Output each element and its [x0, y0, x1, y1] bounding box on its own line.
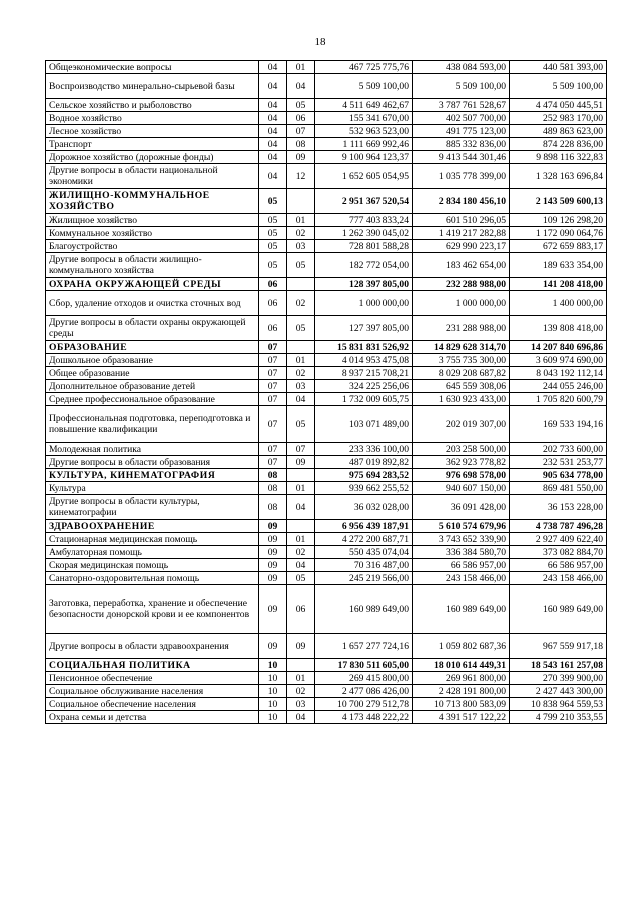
- amount-year-3: 243 158 466,00: [510, 572, 607, 585]
- subsection-code: 04: [287, 495, 315, 520]
- table-row: [46, 291, 607, 316]
- subsection-code: 01: [287, 214, 315, 227]
- amount-year-3: 14 207 840 696,86: [510, 341, 607, 354]
- amount-year-3: 2 427 443 300,00: [510, 685, 607, 698]
- subsection-code: 05: [287, 99, 315, 112]
- amount-year-3: 202 733 600,00: [510, 443, 607, 456]
- section-code: 07: [259, 406, 287, 443]
- amount-year-2: 645 559 308,06: [413, 380, 510, 393]
- section-code: 10: [259, 659, 287, 672]
- table-row: [46, 214, 607, 227]
- amount-year-1: 1 262 390 045,02: [315, 227, 413, 240]
- amount-year-2: 9 413 544 301,46: [413, 151, 510, 164]
- row-name: ЗДРАВООХРАНЕНИЕ: [46, 520, 259, 533]
- section-code: 04: [259, 125, 287, 138]
- section-code: 04: [259, 61, 287, 74]
- table-row: [46, 572, 607, 585]
- section-code: 05: [259, 189, 287, 214]
- amount-year-3: 169 533 194,16: [510, 406, 607, 443]
- row-name: Лесное хозяйство: [46, 125, 259, 138]
- section-row: [46, 520, 607, 533]
- amount-year-2: 243 158 466,00: [413, 572, 510, 585]
- row-name: Коммунальное хозяйство: [46, 227, 259, 240]
- amount-year-2: 36 091 428,00: [413, 495, 510, 520]
- amount-year-1: 70 316 487,00: [315, 559, 413, 572]
- amount-year-2: 885 332 836,00: [413, 138, 510, 151]
- section-code: 04: [259, 164, 287, 189]
- amount-year-2: 3 787 761 528,67: [413, 99, 510, 112]
- section-row: [46, 189, 607, 214]
- row-name: Заготовка, переработка, хранение и обеспечение безопасности донорской крови и ее компонентов: [46, 585, 259, 634]
- section-code: 07: [259, 367, 287, 380]
- amount-year-2: 5 509 100,00: [413, 74, 510, 99]
- row-name: Общее образование: [46, 367, 259, 380]
- amount-year-1: 4 272 200 687,71: [315, 533, 413, 546]
- amount-year-2: 1 630 923 433,00: [413, 393, 510, 406]
- amount-year-2: 629 990 223,17: [413, 240, 510, 253]
- section-code: 09: [259, 520, 287, 533]
- row-name: Охрана семьи и детства: [46, 711, 259, 724]
- amount-year-3: 1 400 000,00: [510, 291, 607, 316]
- subsection-code: 03: [287, 380, 315, 393]
- table-row: [46, 125, 607, 138]
- amount-year-3: 1 705 820 600,79: [510, 393, 607, 406]
- amount-year-3: 109 126 298,20: [510, 214, 607, 227]
- section-row: [46, 278, 607, 291]
- amount-year-1: 777 403 833,24: [315, 214, 413, 227]
- section-code: 04: [259, 74, 287, 99]
- subsection-code: 07: [287, 443, 315, 456]
- section-code: 05: [259, 214, 287, 227]
- amount-year-2: 402 507 700,00: [413, 112, 510, 125]
- section-code: 04: [259, 151, 287, 164]
- amount-year-2: 2 428 191 800,00: [413, 685, 510, 698]
- amount-year-3: 5 509 100,00: [510, 74, 607, 99]
- amount-year-1: 1 652 605 054,95: [315, 164, 413, 189]
- amount-year-2: 976 698 578,00: [413, 469, 510, 482]
- subsection-code: 01: [287, 533, 315, 546]
- amount-year-1: 467 725 775,76: [315, 61, 413, 74]
- section-code: 07: [259, 393, 287, 406]
- amount-year-1: 4 173 448 222,22: [315, 711, 413, 724]
- section-code: 10: [259, 685, 287, 698]
- amount-year-2: 14 829 628 314,70: [413, 341, 510, 354]
- amount-year-1: 233 336 100,00: [315, 443, 413, 456]
- table-row: [46, 456, 607, 469]
- amount-year-2: 202 019 307,00: [413, 406, 510, 443]
- amount-year-1: 975 694 283,52: [315, 469, 413, 482]
- amount-year-1: 1 000 000,00: [315, 291, 413, 316]
- amount-year-3: 8 043 192 112,14: [510, 367, 607, 380]
- section-row: [46, 659, 607, 672]
- row-name: Дошкольное образование: [46, 354, 259, 367]
- section-code: 09: [259, 572, 287, 585]
- amount-year-3: 139 808 418,00: [510, 316, 607, 341]
- amount-year-2: 66 586 957,00: [413, 559, 510, 572]
- amount-year-2: 336 384 580,70: [413, 546, 510, 559]
- budget-table-body: [46, 61, 607, 724]
- amount-year-3: 3 609 974 690,00: [510, 354, 607, 367]
- section-code: 04: [259, 112, 287, 125]
- section-code: 10: [259, 698, 287, 711]
- table-row: [46, 151, 607, 164]
- row-name: Жилищное хозяйство: [46, 214, 259, 227]
- page-number: 18: [314, 36, 326, 48]
- amount-year-3: 2 927 409 622,40: [510, 533, 607, 546]
- amount-year-1: 103 071 489,00: [315, 406, 413, 443]
- amount-year-2: 4 391 517 122,22: [413, 711, 510, 724]
- row-name: Другие вопросы в области культуры, кинематографии: [46, 495, 259, 520]
- subsection-code: 05: [287, 572, 315, 585]
- section-code: 04: [259, 138, 287, 151]
- subsection-code: 05: [287, 253, 315, 278]
- row-name: КУЛЬТУРА, КИНЕМАТОГРАФИЯ: [46, 469, 259, 482]
- row-name: Среднее профессиональное образование: [46, 393, 259, 406]
- amount-year-2: 491 775 123,00: [413, 125, 510, 138]
- amount-year-2: 2 834 180 456,10: [413, 189, 510, 214]
- row-name: Другие вопросы в области национальной экономики: [46, 164, 259, 189]
- subsection-code: 09: [287, 456, 315, 469]
- amount-year-2: 3 743 652 339,90: [413, 533, 510, 546]
- amount-year-3: 244 055 246,00: [510, 380, 607, 393]
- amount-year-3: 232 531 253,77: [510, 456, 607, 469]
- amount-year-1: 160 989 649,00: [315, 585, 413, 634]
- amount-year-3: 4 799 210 353,55: [510, 711, 607, 724]
- amount-year-1: 1 732 009 605,75: [315, 393, 413, 406]
- subsection-code: 02: [287, 227, 315, 240]
- row-name: ОБРАЗОВАНИЕ: [46, 341, 259, 354]
- amount-year-3: 66 586 957,00: [510, 559, 607, 572]
- table-row: [46, 380, 607, 393]
- amount-year-1: 128 397 805,00: [315, 278, 413, 291]
- row-name: Дорожное хозяйство (дорожные фонды): [46, 151, 259, 164]
- amount-year-1: 245 219 566,00: [315, 572, 413, 585]
- section-row: [46, 469, 607, 482]
- amount-year-3: 2 143 509 600,13: [510, 189, 607, 214]
- table-row: [46, 685, 607, 698]
- table-row: [46, 112, 607, 125]
- table-row: [46, 546, 607, 559]
- amount-year-3: 10 838 964 559,53: [510, 698, 607, 711]
- subsection-code: 04: [287, 711, 315, 724]
- table-row: [46, 99, 607, 112]
- amount-year-1: 182 772 054,00: [315, 253, 413, 278]
- row-name: Социальное обслуживание населения: [46, 685, 259, 698]
- amount-year-3: 967 559 917,18: [510, 634, 607, 659]
- section-code: 07: [259, 341, 287, 354]
- section-code: 09: [259, 559, 287, 572]
- table-row: [46, 406, 607, 443]
- amount-year-1: 2 951 367 520,54: [315, 189, 413, 214]
- table-row: [46, 559, 607, 572]
- amount-year-1: 487 019 892,82: [315, 456, 413, 469]
- amount-year-1: 728 801 588,28: [315, 240, 413, 253]
- table-row: [46, 672, 607, 685]
- amount-year-1: 269 415 800,00: [315, 672, 413, 685]
- subsection-code: [287, 341, 315, 354]
- amount-year-2: 3 755 735 300,00: [413, 354, 510, 367]
- row-name: Сбор, удаление отходов и очистка сточных вод: [46, 291, 259, 316]
- section-code: 08: [259, 495, 287, 520]
- amount-year-2: 1 419 217 282,88: [413, 227, 510, 240]
- row-name: Воспроизводство минерально-сырьевой базы: [46, 74, 259, 99]
- table-row: [46, 240, 607, 253]
- amount-year-2: 1 059 802 687,36: [413, 634, 510, 659]
- subsection-code: 02: [287, 367, 315, 380]
- subsection-code: 05: [287, 406, 315, 443]
- row-name: ОХРАНА ОКРУЖАЮЩЕЙ СРЕДЫ: [46, 278, 259, 291]
- amount-year-3: 252 983 170,00: [510, 112, 607, 125]
- section-code: 06: [259, 278, 287, 291]
- amount-year-1: 17 830 511 605,00: [315, 659, 413, 672]
- amount-year-1: 532 963 523,00: [315, 125, 413, 138]
- amount-year-1: 6 956 439 187,91: [315, 520, 413, 533]
- row-name: Другие вопросы в области здравоохранения: [46, 634, 259, 659]
- section-code: 05: [259, 240, 287, 253]
- amount-year-2: 203 258 500,00: [413, 443, 510, 456]
- amount-year-3: 1 328 163 696,84: [510, 164, 607, 189]
- section-code: 07: [259, 443, 287, 456]
- row-name: Амбулаторная помощь: [46, 546, 259, 559]
- amount-year-2: 1 035 778 399,00: [413, 164, 510, 189]
- row-name: Профессиональная подготовка, переподготовка и повышение квалификации: [46, 406, 259, 443]
- subsection-code: 02: [287, 291, 315, 316]
- subsection-code: 08: [287, 138, 315, 151]
- section-code: 07: [259, 456, 287, 469]
- subsection-code: 03: [287, 240, 315, 253]
- row-name: Другие вопросы в области охраны окружающей среды: [46, 316, 259, 341]
- amount-year-3: 440 581 393,00: [510, 61, 607, 74]
- table-row: [46, 533, 607, 546]
- row-name: Культура: [46, 482, 259, 495]
- subsection-code: [287, 189, 315, 214]
- row-name: СОЦИАЛЬНАЯ ПОЛИТИКА: [46, 659, 259, 672]
- subsection-code: 06: [287, 112, 315, 125]
- amount-year-3: 1 172 090 064,76: [510, 227, 607, 240]
- amount-year-2: 10 713 800 583,09: [413, 698, 510, 711]
- amount-year-1: 324 225 256,06: [315, 380, 413, 393]
- amount-year-3: 36 153 228,00: [510, 495, 607, 520]
- amount-year-2: 160 989 649,00: [413, 585, 510, 634]
- amount-year-1: 127 397 805,00: [315, 316, 413, 341]
- section-row: [46, 341, 607, 354]
- budget-table: [45, 60, 607, 724]
- table-row: [46, 698, 607, 711]
- row-name: Сельское хозяйство и рыболовство: [46, 99, 259, 112]
- table-row: [46, 227, 607, 240]
- subsection-code: 04: [287, 393, 315, 406]
- section-code: 09: [259, 546, 287, 559]
- section-code: 10: [259, 711, 287, 724]
- table-row: [46, 585, 607, 634]
- amount-year-3: 373 082 884,70: [510, 546, 607, 559]
- amount-year-3: 869 481 550,00: [510, 482, 607, 495]
- row-name: Другие вопросы в области образования: [46, 456, 259, 469]
- amount-year-2: 183 462 654,00: [413, 253, 510, 278]
- amount-year-1: 1 111 669 992,46: [315, 138, 413, 151]
- amount-year-3: 874 228 836,00: [510, 138, 607, 151]
- section-code: 05: [259, 253, 287, 278]
- amount-year-3: 4 738 787 496,28: [510, 520, 607, 533]
- amount-year-3: 489 863 623,00: [510, 125, 607, 138]
- amount-year-2: 1 000 000,00: [413, 291, 510, 316]
- table-row: [46, 164, 607, 189]
- subsection-code: 09: [287, 151, 315, 164]
- subsection-code: 12: [287, 164, 315, 189]
- section-code: 09: [259, 585, 287, 634]
- amount-year-2: 438 084 593,00: [413, 61, 510, 74]
- amount-year-3: 160 989 649,00: [510, 585, 607, 634]
- row-name: Социальное обеспечение населения: [46, 698, 259, 711]
- amount-year-3: 905 634 778,00: [510, 469, 607, 482]
- amount-year-2: 18 010 614 449,31: [413, 659, 510, 672]
- table-row: [46, 711, 607, 724]
- amount-year-3: 4 474 050 445,51: [510, 99, 607, 112]
- section-code: 07: [259, 354, 287, 367]
- row-name: Стационарная медицинская помощь: [46, 533, 259, 546]
- row-name: Санаторно-оздоровительная помощь: [46, 572, 259, 585]
- amount-year-1: 15 831 831 526,92: [315, 341, 413, 354]
- row-name: Транспорт: [46, 138, 259, 151]
- row-name: Дополнительное образование детей: [46, 380, 259, 393]
- section-code: 10: [259, 672, 287, 685]
- section-code: 06: [259, 316, 287, 341]
- amount-year-1: 939 662 255,52: [315, 482, 413, 495]
- subsection-code: [287, 659, 315, 672]
- table-row: [46, 74, 607, 99]
- table-row: [46, 253, 607, 278]
- row-name: Пенсионное обеспечение: [46, 672, 259, 685]
- subsection-code: 02: [287, 685, 315, 698]
- section-code: 08: [259, 482, 287, 495]
- amount-year-3: 141 208 418,00: [510, 278, 607, 291]
- table-row: [46, 354, 607, 367]
- amount-year-1: 10 700 279 512,78: [315, 698, 413, 711]
- section-code: 06: [259, 291, 287, 316]
- table-row: [46, 138, 607, 151]
- amount-year-2: 232 288 988,00: [413, 278, 510, 291]
- row-name: ЖИЛИЩНО-КОММУНАЛЬНОЕ ХОЗЯЙСТВО: [46, 189, 259, 214]
- amount-year-2: 8 029 208 687,82: [413, 367, 510, 380]
- subsection-code: 02: [287, 546, 315, 559]
- amount-year-1: 36 032 028,00: [315, 495, 413, 520]
- amount-year-2: 601 510 296,05: [413, 214, 510, 227]
- amount-year-2: 231 288 988,00: [413, 316, 510, 341]
- row-name: Скорая медицинская помощь: [46, 559, 259, 572]
- table-row: [46, 393, 607, 406]
- section-code: 09: [259, 634, 287, 659]
- table-row: [46, 634, 607, 659]
- amount-year-3: 270 399 900,00: [510, 672, 607, 685]
- amount-year-1: 1 657 277 724,16: [315, 634, 413, 659]
- section-code: 04: [259, 99, 287, 112]
- row-name: Общеэкономические вопросы: [46, 61, 259, 74]
- amount-year-1: 2 477 086 426,00: [315, 685, 413, 698]
- section-code: 05: [259, 227, 287, 240]
- section-code: 07: [259, 380, 287, 393]
- amount-year-1: 155 341 670,00: [315, 112, 413, 125]
- table-row: [46, 316, 607, 341]
- table-row: [46, 61, 607, 74]
- row-name: Другие вопросы в области жилищно-коммунального хозяйства: [46, 253, 259, 278]
- table-row: [46, 482, 607, 495]
- subsection-code: 04: [287, 559, 315, 572]
- amount-year-1: 8 937 215 708,21: [315, 367, 413, 380]
- amount-year-2: 362 923 778,82: [413, 456, 510, 469]
- subsection-code: 03: [287, 698, 315, 711]
- subsection-code: 04: [287, 74, 315, 99]
- amount-year-2: 940 607 150,00: [413, 482, 510, 495]
- subsection-code: 07: [287, 125, 315, 138]
- subsection-code: 01: [287, 61, 315, 74]
- amount-year-3: 189 633 354,00: [510, 253, 607, 278]
- amount-year-3: 9 898 116 322,83: [510, 151, 607, 164]
- amount-year-2: 269 961 800,00: [413, 672, 510, 685]
- amount-year-3: 672 659 883,17: [510, 240, 607, 253]
- table-row: [46, 495, 607, 520]
- subsection-code: 01: [287, 354, 315, 367]
- subsection-code: 09: [287, 634, 315, 659]
- row-name: Благоустройство: [46, 240, 259, 253]
- amount-year-1: 9 100 964 123,37: [315, 151, 413, 164]
- subsection-code: 06: [287, 585, 315, 634]
- subsection-code: 05: [287, 316, 315, 341]
- amount-year-3: 18 543 161 257,08: [510, 659, 607, 672]
- amount-year-1: 4 014 953 475,08: [315, 354, 413, 367]
- subsection-code: [287, 278, 315, 291]
- section-code: 08: [259, 469, 287, 482]
- amount-year-1: 4 511 649 462,67: [315, 99, 413, 112]
- amount-year-2: 5 610 574 679,96: [413, 520, 510, 533]
- row-name: Молодежная политика: [46, 443, 259, 456]
- amount-year-1: 5 509 100,00: [315, 74, 413, 99]
- table-row: [46, 367, 607, 380]
- table-row: [46, 443, 607, 456]
- section-code: 09: [259, 533, 287, 546]
- subsection-code: 01: [287, 672, 315, 685]
- amount-year-1: 550 435 074,04: [315, 546, 413, 559]
- subsection-code: [287, 469, 315, 482]
- subsection-code: 01: [287, 482, 315, 495]
- subsection-code: [287, 520, 315, 533]
- row-name: Водное хозяйство: [46, 112, 259, 125]
